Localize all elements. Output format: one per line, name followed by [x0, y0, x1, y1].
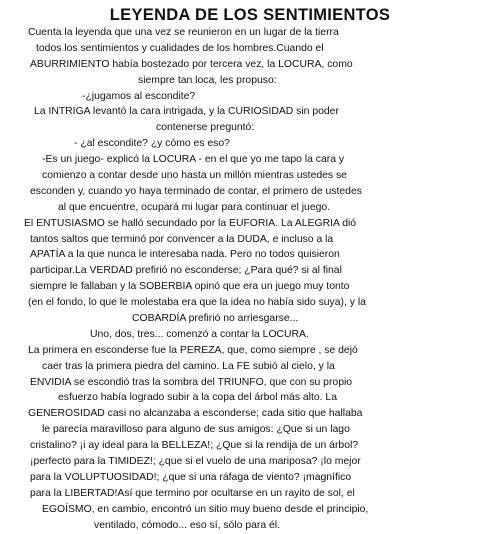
text-line: siempre le fallaban y la SOBERBIA opinó que era un juego muy tonto [30, 281, 350, 293]
text-line: le parecía maravilloso para alguno de sus amigos: ¿Que si un lago [42, 424, 350, 436]
text-line: -Es un juego- explicó la LOCURA - en el que yo me tapo la cara y [42, 154, 345, 166]
text-line: ¡perfecto para la TIMIDEZ!; ¿que si el vuelo de una mariposa? ¡lo mejor [30, 456, 361, 468]
text-line: La primera en esconderse fue la PEREZA, que, como siempre , se dejó [28, 344, 358, 356]
text-line: esfuerzo había logrado subir a la copa del árbol más alto. La [58, 392, 337, 404]
text-line: - ¿al escondite? ¿y cómo es eso? [74, 138, 230, 150]
text-line: GENEROSIDAD casi no alcanzaba a esconderse; cada sitio que hallaba [28, 408, 363, 420]
text-line: para la LIBERTAD!Así que termino por ocultarse en un rayito de sol, el [30, 487, 355, 499]
text-line: tantos saltos que terminó por convencer a la DUDA, e incluso a la [30, 233, 334, 245]
text-line: caer tras la primera piedra del camino. La FE subió al cielo, y la [42, 360, 335, 372]
text-line: siempre tan loca, les propuso: [138, 74, 277, 86]
document-body [24, 25, 490, 534]
text-line: ENVIDIA se escondió tras la sombra del TRIUNFO, que con su propio [30, 376, 353, 388]
text-line: Cuenta la leyenda que una vez se reunieron en un lugar de la tierra [28, 27, 339, 38]
text-line: esconden y, cuando yo haya terminado de contar, el primero de ustedes [30, 185, 362, 197]
text-line: comienzo a contar desde uno hasta un millón mientras ustedes se [42, 170, 347, 182]
text-line: EGOÍSMO, en cambio, encontró un sitio muy bueno desde el principio, [42, 503, 369, 515]
text-line: (en el fondo, lo que le molestaba era que la idea no había sido suya), y la [28, 297, 366, 309]
text-line: La INTRIGA levantó la cara intrigada, y la CURIOSIDAD sin poder [34, 106, 339, 118]
text-line: -¿jugamos al escondite? [82, 90, 196, 102]
text-line: APATÍA a la que nunca le interesaba nada. Pero no todos quisieron [30, 249, 340, 261]
text-line: participar.La VERDAD prefirió no esconderse; ¿Para qué? si al final [30, 265, 342, 277]
text-line: cristalino? ¡i ay ideal para la BELLEZA!; ¿Que si la rendija de un árbol? [30, 440, 359, 452]
text-line: para la VOLUPTUOSIDAD!; ¿que si una ráfaga de viento? ¡magnífico [30, 471, 352, 483]
text-line: todos los sentimientos y cualidades de los hombres.Cuando el [36, 42, 324, 54]
page-title: LEYENDA DE LOS SENTIMIENTOS [109, 6, 391, 24]
text-line: El ENTUSIASMO se halló secundado por la EUFORIA. La ALEGRIA dió [24, 217, 357, 229]
text-line: Uno, dos, tres... comenzó a contar la LOCURA. [90, 328, 309, 340]
text-line: contenerse preguntó: [156, 122, 255, 134]
text-line: ventilado, cómodo... eso sí, sólo para él. [94, 519, 280, 531]
text-line: COBARDÍA prefirió no arriesgarse... [132, 313, 299, 325]
text-line: al que encuentre, ocupará mi lugar para continuar el juego. [58, 201, 331, 213]
text-line: ABURRIMIENTO había bostezado por tercera vez, la LOCURA, como [30, 58, 353, 70]
